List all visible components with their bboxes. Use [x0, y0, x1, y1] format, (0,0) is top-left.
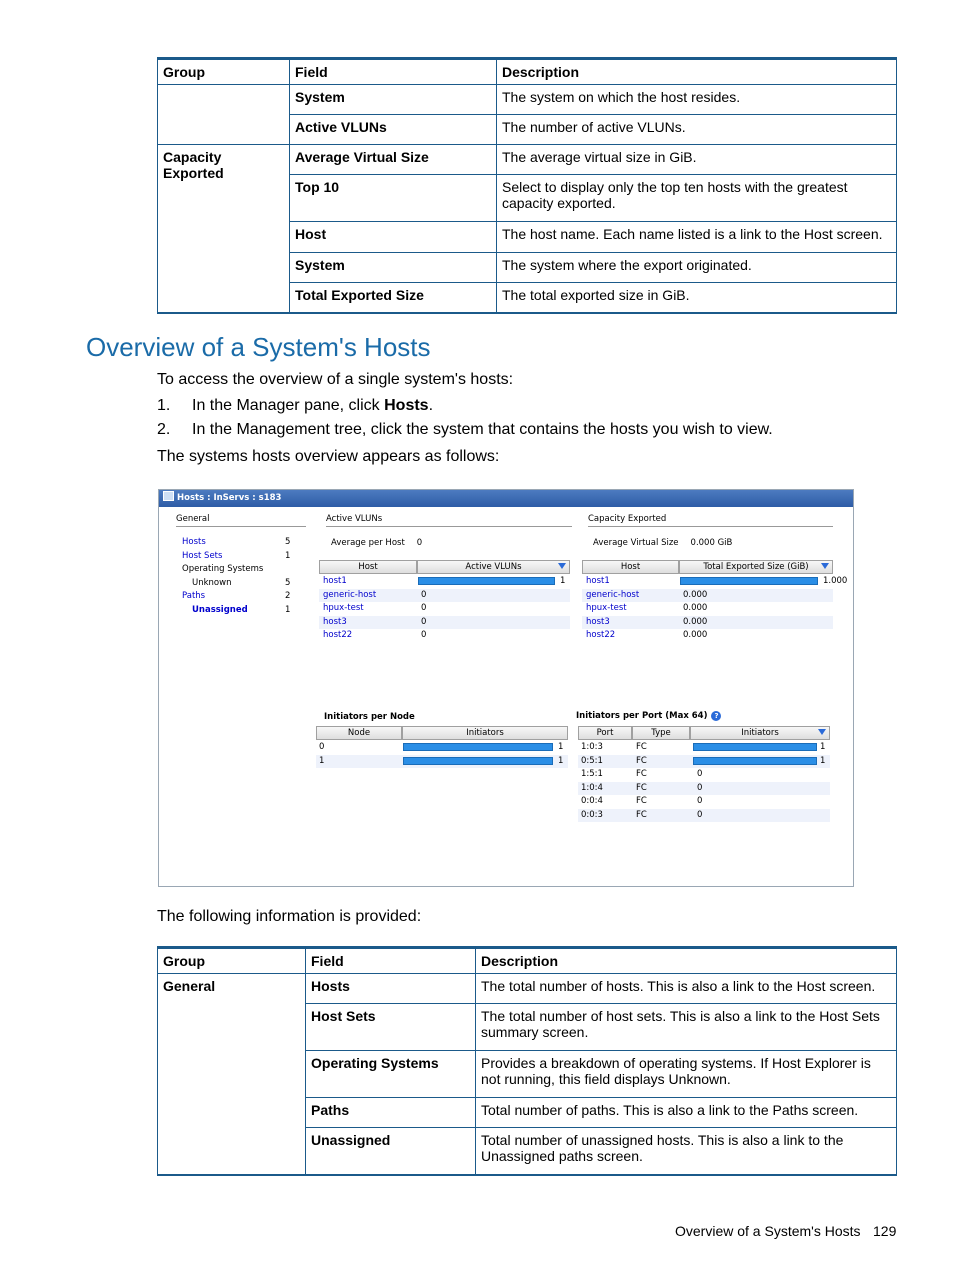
table-row: [582, 602, 833, 615]
type-cell: FC: [636, 755, 647, 766]
col-label: Total Exported Size (GiB): [703, 562, 809, 572]
table-row: [578, 795, 830, 808]
table-row: [578, 755, 830, 768]
col-label: Initiators: [741, 728, 779, 738]
init-port-col-value[interactable]: [690, 726, 830, 740]
value-cell: 1: [820, 755, 826, 766]
vluns-col-host[interactable]: [319, 560, 417, 574]
type-cell: FC: [636, 782, 647, 793]
field-cell: Operating Systems: [306, 1051, 476, 1098]
general-item-value: 2: [285, 591, 291, 601]
appears-text: The systems hosts overview appears as follows:: [157, 448, 500, 465]
sort-arrow-icon: [818, 729, 826, 735]
port-cell: 1:0:4: [581, 782, 603, 793]
header-field: Field: [290, 59, 497, 85]
value-bar: [418, 577, 555, 585]
host-link[interactable]: host1: [323, 576, 347, 586]
intro-text: To access the overview of a single system's hosts:: [157, 371, 514, 388]
type-cell: FC: [636, 742, 647, 752]
capacity-col-value[interactable]: [679, 560, 833, 574]
col-label: Active VLUNs: [465, 562, 522, 572]
description-cell: Total number of unassigned hosts. This is also a link to the Unassigned paths screen.: [476, 1128, 897, 1175]
step-number: 2.: [157, 421, 171, 438]
init-node-col-value[interactable]: [402, 726, 568, 740]
header-group: Group: [158, 948, 306, 974]
vluns-col-value[interactable]: [417, 560, 570, 574]
value-cell: 0.000: [683, 630, 708, 640]
description-cell: The number of active VLUNs.: [497, 115, 897, 145]
table-header-row: [158, 59, 897, 85]
sort-arrow-icon: [821, 563, 829, 569]
table-row: [319, 616, 570, 629]
table-row: [319, 629, 570, 642]
field-cell: Hosts: [306, 974, 476, 1004]
field-cell: Unassigned: [306, 1128, 476, 1175]
host-link[interactable]: host22: [586, 630, 616, 640]
step-1: [157, 397, 433, 415]
host-link[interactable]: hpux-test: [586, 603, 627, 613]
init-node-title: Initiators per Node: [324, 712, 415, 722]
col-label: Node: [347, 728, 371, 738]
general-item-value: 5: [285, 537, 291, 547]
header-description: Description: [497, 59, 897, 85]
value-cell: 0: [421, 589, 427, 600]
table-row: [319, 602, 570, 615]
table-row: [319, 589, 570, 602]
header-group: Group: [158, 59, 290, 85]
value-cell: 0: [421, 603, 427, 613]
col-label: Port: [596, 728, 614, 738]
value-cell: 0: [697, 782, 703, 793]
table-header-row: [158, 948, 897, 974]
value-cell: 1.000: [823, 576, 848, 586]
step-suffix: .: [428, 397, 434, 414]
description-cell: Total number of paths. This is also a link to the Paths screen.: [476, 1098, 897, 1128]
window-titlebar: [159, 490, 853, 507]
col-label: Host: [620, 562, 641, 572]
description-cell: The system where the export originated.: [497, 253, 897, 283]
table-row: [582, 575, 848, 588]
col-label: Initiators: [466, 728, 504, 738]
step-number: 1.: [157, 397, 171, 414]
capacity-fields-table: [157, 57, 897, 314]
header-field: Field: [306, 948, 476, 974]
general-label: General: [176, 514, 210, 524]
general-item-label[interactable]: Hosts: [182, 537, 206, 547]
general-item-label: Operating Systems: [182, 564, 264, 574]
host-link[interactable]: hpux-test: [323, 603, 364, 613]
group-cell: [158, 85, 290, 145]
general-item-value: 1: [285, 604, 291, 615]
init-node-col-node[interactable]: [316, 726, 402, 740]
value-bar: [403, 757, 553, 765]
help-icon[interactable]: ?: [711, 711, 721, 721]
node-cell: 0: [319, 742, 325, 752]
step-2: [157, 421, 773, 439]
host-link[interactable]: host3: [323, 616, 347, 627]
section-heading: Overview of a System's Hosts: [86, 332, 431, 362]
avg-value: 0: [416, 538, 423, 548]
port-cell: 0:0:3: [581, 809, 603, 820]
value-cell: 1: [560, 576, 566, 586]
description-cell: Select to display only the top ten hosts with the greatest capacity exported.: [497, 175, 897, 222]
value-bar: [693, 757, 817, 765]
value-bar: [680, 577, 818, 585]
table-row: [319, 575, 570, 588]
step-text: In the Manager pane, click: [192, 397, 385, 414]
init-port-title: [576, 711, 721, 721]
description-cell: The total number of hosts. This is also a link to the Host screen.: [476, 974, 897, 1004]
description-cell: The average virtual size in GiB.: [497, 145, 897, 175]
description-cell: The total exported size in GiB.: [497, 283, 897, 313]
value-cell: 0.000: [683, 603, 708, 613]
table-row: [158, 145, 897, 175]
col-label: Type: [651, 728, 671, 738]
value-cell: 1: [558, 742, 564, 752]
vluns-average: [331, 538, 422, 548]
field-cell: Average Virtual Size: [290, 145, 497, 175]
avg-label: Average per Host: [331, 538, 405, 548]
init-port-label: Initiators per Port (Max 64): [576, 711, 708, 721]
group-cell: General: [158, 974, 306, 1175]
value-cell: 0.000: [683, 589, 708, 600]
table-row: [158, 974, 897, 1004]
port-cell: 1:0:3: [581, 742, 603, 752]
field-cell: Paths: [306, 1098, 476, 1128]
type-cell: FC: [636, 769, 647, 779]
capacity-col-host[interactable]: [582, 560, 679, 574]
host-link[interactable]: generic-host: [586, 589, 640, 600]
page-number: 129: [873, 1223, 897, 1239]
node-cell: 1: [319, 755, 325, 766]
general-item-label: Unknown: [192, 577, 232, 588]
value-bar: [693, 743, 817, 751]
host-link[interactable]: host22: [323, 630, 353, 640]
value-cell: 0: [421, 630, 427, 640]
type-cell: FC: [636, 796, 647, 806]
field-cell: Active VLUNs: [290, 115, 497, 145]
port-cell: 1:5:1: [581, 769, 603, 779]
table-row: [158, 85, 897, 115]
step-bold: Hosts: [384, 397, 429, 414]
capacity-average: [593, 538, 732, 548]
capacity-section-header: [588, 514, 833, 527]
general-item-value: 5: [285, 577, 291, 588]
table-row: [316, 755, 568, 768]
init-port-col-type[interactable]: [632, 726, 690, 740]
description-cell: The system on which the host resides.: [497, 85, 897, 115]
table-row: [578, 809, 830, 822]
table-row: [316, 741, 568, 754]
field-cell: Total Exported Size: [290, 283, 497, 313]
host-link[interactable]: generic-host: [323, 589, 377, 600]
host-link[interactable]: host1: [586, 576, 610, 586]
value-cell: 0.000: [683, 616, 708, 627]
header-description: Description: [476, 948, 897, 974]
window-title: Hosts : InServs : s183: [177, 493, 282, 503]
port-cell: 0:5:1: [581, 755, 603, 766]
value-cell: 1: [558, 755, 564, 766]
general-item-label[interactable]: Unassigned: [192, 604, 248, 615]
port-cell: 0:0:4: [581, 796, 603, 806]
general-item-label[interactable]: Host Sets: [182, 550, 223, 561]
value-cell: 0: [421, 616, 427, 627]
field-cell: System: [290, 253, 497, 283]
field-cell: System: [290, 85, 497, 115]
capacity-label: Capacity Exported: [588, 514, 667, 524]
general-section-header: [176, 514, 306, 527]
step-text: In the Management tree, click the system that contains the hosts you wish to view.: [192, 421, 773, 438]
vluns-section-header: [326, 514, 572, 527]
col-label: Host: [358, 562, 378, 572]
type-cell: FC: [636, 809, 647, 820]
avg-label: Average Virtual Size: [593, 538, 679, 548]
description-cell: The total number of host sets. This is also a link to the Host Sets summary screen.: [476, 1004, 897, 1051]
general-fields-table: [157, 946, 897, 1176]
description-cell: Provides a breakdown of operating systems. If Host Explorer is not running, this field displays Unknown.: [476, 1051, 897, 1098]
field-cell: Top 10: [290, 175, 497, 222]
table-row: [578, 782, 830, 795]
group-cell: Capacity Exported: [158, 145, 290, 313]
field-cell: Host: [290, 222, 497, 253]
value-cell: 1: [820, 742, 826, 752]
value-bar: [403, 743, 553, 751]
general-item-label[interactable]: Paths: [182, 591, 206, 601]
table-row: [578, 768, 830, 781]
value-cell: 0: [697, 769, 703, 779]
host-link[interactable]: host3: [586, 616, 610, 627]
sort-arrow-icon: [558, 563, 566, 569]
table-row: [578, 741, 830, 754]
init-port-col-port[interactable]: [578, 726, 632, 740]
general-item-value: 1: [285, 550, 291, 561]
table-row: [582, 629, 833, 642]
following-text: The following information is provided:: [157, 908, 422, 925]
table-row: [582, 616, 833, 629]
field-cell: Host Sets: [306, 1004, 476, 1051]
vluns-label: Active VLUNs: [326, 514, 383, 524]
table-row: [582, 589, 833, 602]
description-cell: The host name. Each name listed is a link to the Host screen.: [497, 222, 897, 253]
avg-value: 0.000 GiB: [690, 538, 733, 548]
footer-title: Overview of a System's Hosts: [675, 1223, 861, 1239]
value-cell: 0: [697, 809, 703, 820]
window-icon: [163, 491, 174, 501]
value-cell: 0: [697, 796, 703, 806]
hosts-overview-screenshot: [158, 489, 854, 887]
